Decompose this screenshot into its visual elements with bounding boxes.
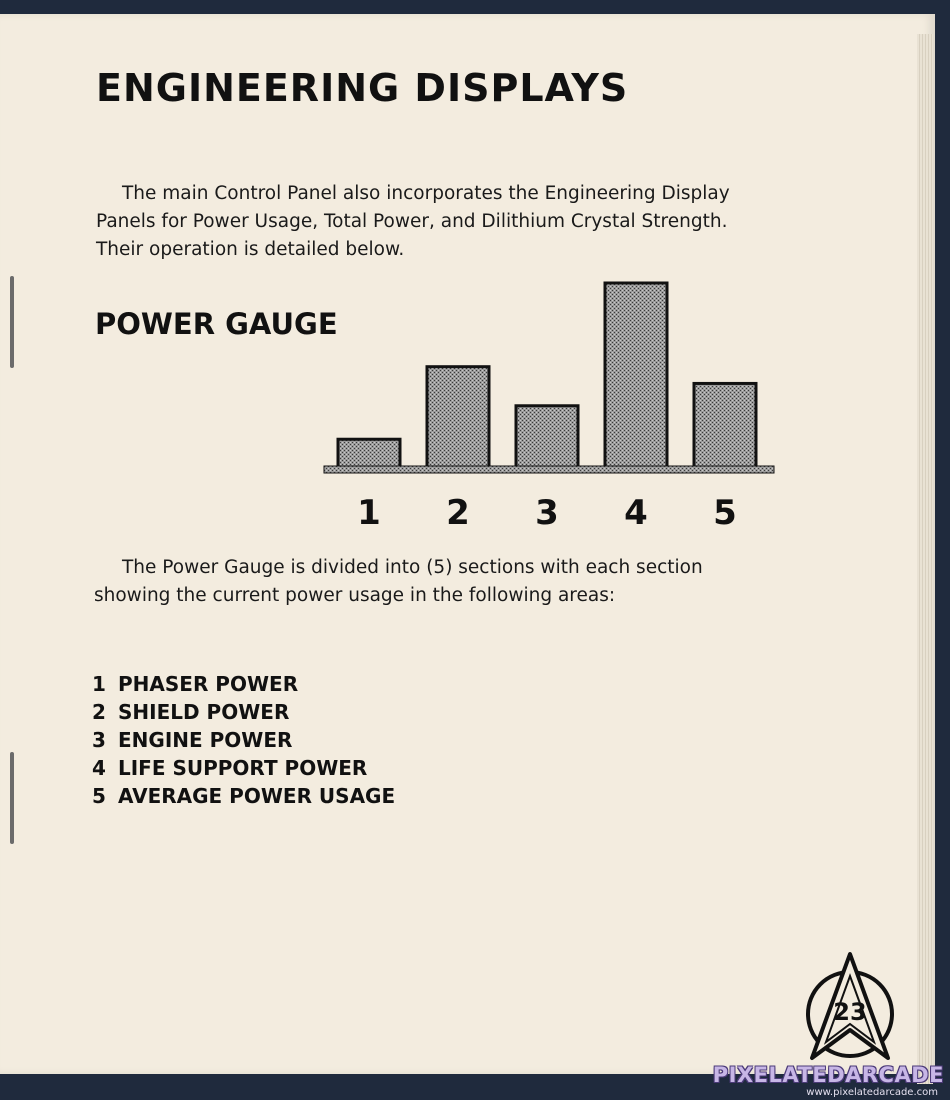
watermark-url: www.pixelatedarcade.com [806, 1087, 938, 1098]
list-item-number: 5 [92, 784, 106, 808]
list-item [92, 726, 395, 754]
intro-line: Panels for Power Usage, Total Power, and Dilithium Crystal Strength. [96, 211, 728, 232]
list-item [92, 754, 395, 782]
gauge-bar-2 [427, 367, 489, 469]
staple-top [10, 276, 14, 368]
intro-line: The main Control Panel also incorporates the Engineering Display [122, 183, 730, 204]
staple-bottom [10, 752, 14, 844]
gauge-bar-1 [338, 439, 400, 469]
list-item-number: 2 [92, 700, 106, 724]
list-item [92, 670, 395, 698]
power-areas-list [92, 670, 395, 810]
page-edge [917, 34, 933, 1084]
list-item-label: ENGINE POWER [118, 728, 293, 752]
page-number: 23 [833, 998, 867, 1026]
section-title: POWER GAUGE [95, 307, 338, 341]
list-item-number: 4 [92, 756, 106, 780]
page-title: ENGINEERING DISPLAYS [96, 66, 629, 110]
manual-page [0, 14, 935, 1074]
starfleet-delta-icon [802, 950, 898, 1066]
list-item-label: AVERAGE POWER USAGE [118, 784, 396, 808]
gauge-baseline [324, 466, 774, 473]
gauge-tick-label: 1 [357, 493, 381, 533]
power-gauge-chart [320, 274, 780, 539]
gauge-tick-label: 2 [446, 493, 470, 533]
gauge-bar-4 [605, 283, 667, 469]
gauge-tick-label: 4 [624, 493, 648, 533]
description-paragraph [94, 554, 703, 610]
list-item [92, 782, 395, 810]
list-item-number: 1 [92, 672, 106, 696]
watermark-logo: PIXELATEDARCADE [712, 1063, 944, 1087]
description-line: The Power Gauge is divided into (5) sections with each section [122, 557, 703, 578]
intro-paragraph [96, 180, 730, 264]
intro-line: Their operation is detailed below. [96, 239, 405, 260]
gauge-tick-label: 5 [713, 493, 737, 533]
list-item-number: 3 [92, 728, 106, 752]
gauge-bar-3 [516, 406, 578, 469]
list-item-label: PHASER POWER [118, 672, 299, 696]
gauge-tick-label: 3 [535, 493, 559, 533]
description-line: showing the current power usage in the following areas: [94, 585, 616, 606]
list-item-label: LIFE SUPPORT POWER [118, 756, 368, 780]
list-item-label: SHIELD POWER [118, 700, 290, 724]
gauge-bar-5 [694, 383, 756, 469]
list-item [92, 698, 395, 726]
